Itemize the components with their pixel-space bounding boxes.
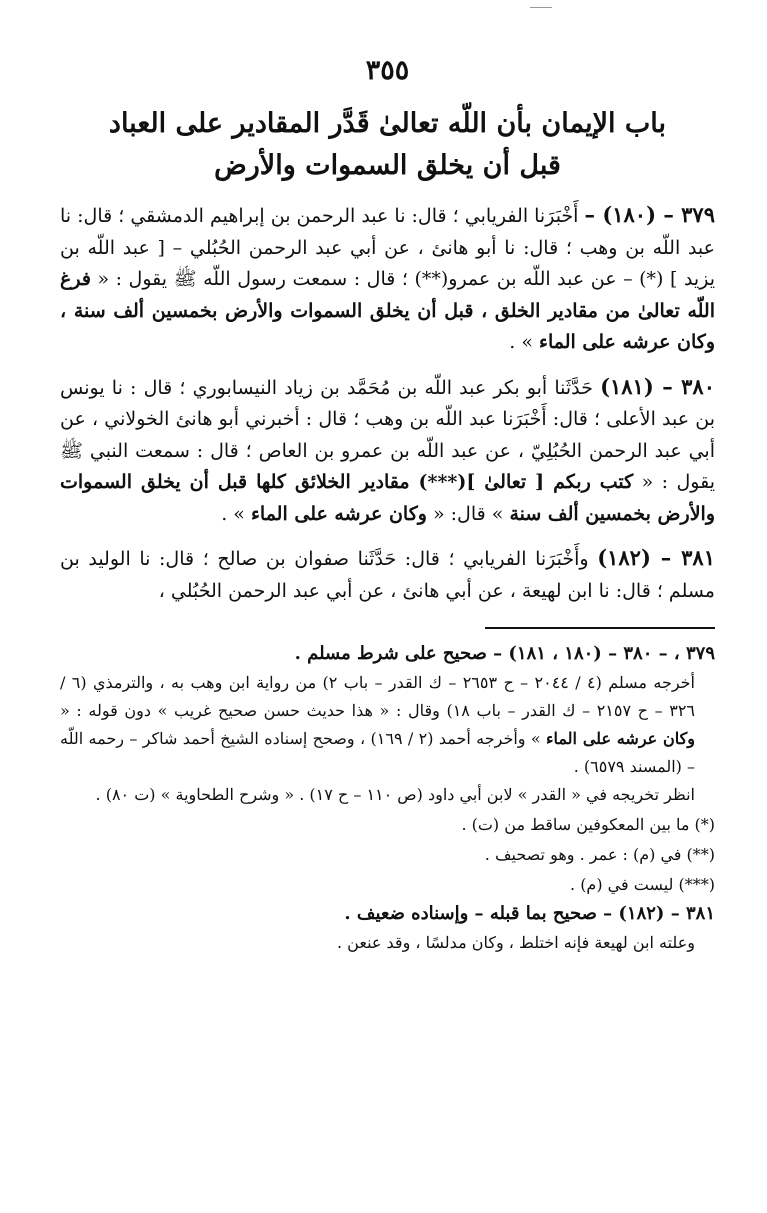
chapter-title-line-1: باب الإيمان بأن اللّه تعالىٰ قَدَّر المقادير على العباد bbox=[108, 108, 667, 139]
book-page bbox=[60, 55, 715, 957]
footnote-note-3: (***) ليست في (م) . bbox=[570, 875, 715, 894]
page-number: ٣٥٥ bbox=[365, 55, 410, 86]
hadith-380 bbox=[60, 371, 715, 531]
hadith-matn-2: وكان عرشه على الماء bbox=[250, 502, 427, 525]
hadith-chain: أَخْبَرَنا الفريابي ؛ قال: نا عبد الرحمن بن إبراهيم الدمشقي ؛ قال: نا عبد اللّه بن وهب ؛ قال: نا أبو هانئ ، عن أبي عبد الرحمن الحُبُلي – [ عبد اللّه بن يزيد ] (*) – عن عبد اللّه بن عمرو(**) ؛ قال : سمعت رسول اللّه ﷺ يقول : « bbox=[60, 205, 715, 290]
takhrij-text-2: » وأخرجه أحمد (٢ / ١٦٩) ، وصحح إسناده الشيخ أحمد شاكر – رحمه اللّه – (المسند ٦٥٧٩) . bbox=[60, 729, 695, 776]
hadith-matn: كتب ربكم [ تعالىٰ ](***) مقادير الخلائق كلها قبل أن يخلق السموات والأرض بخمسين ألف سنة bbox=[60, 471, 715, 525]
hadith-middle: » قال: « bbox=[426, 502, 510, 525]
hadith-chain: وأَخْبَرَنا الفريابي ؛ قال: حَدَّثَنا صفوان بن صالح ؛ قال: نا الوليد بن مسلم ؛ قال: نا ابن لهيعة ، عن أبي هانئ ، عن أبي عبد الرحمن الحُبُلي ، bbox=[60, 548, 715, 602]
footnote-note-2: (**) في (م) : عمر . وهو تصحيف . bbox=[484, 845, 715, 864]
footnote-grade-381: ٣٨١ – (١٨٢) – صحيح بما قبله – وإسناده ضعيف . bbox=[344, 903, 715, 924]
footnote-divider bbox=[485, 627, 715, 629]
footnote-illa: وعلته ابن لهيعة فإنه اختلط ، وكان مدلسًا ، وقد عنعن . bbox=[337, 933, 695, 952]
hadith-end: » . bbox=[221, 502, 251, 525]
hadith-number: ٣٧٩ – (١٨٠) – bbox=[584, 202, 715, 227]
hadith-matn: فرغ اللّه تعالىٰ من مقادير الخلق ، قبل أن يخلق السموات والأرض بخمسين ألف سنة ، وكان عرشه على الماء bbox=[60, 268, 715, 353]
chapter-title-line-2: قبل أن يخلق السموات والأرض bbox=[214, 150, 561, 181]
scan-mark bbox=[530, 7, 552, 8]
hadith-379 bbox=[60, 199, 715, 359]
takhrij-text: أخرجه مسلم (٤ / ٢٠٤٤ – ح ٢٦٥٣ – ك القدر – باب ٢) من رواية ابن وهب به ، والترمذي (٦ / ٣٢٦ – ح ٢١٥٧ – ك القدر – باب ١٨) وقال : « هذا حديث حسن صحيح غريب » دون قوله : « bbox=[60, 673, 696, 720]
footnote-grade-379-380: ٣٧٩ ، – ٣٨٠ – (١٨٠ ، ١٨١) – صحيح على شرط مسلم . bbox=[294, 643, 715, 664]
footnote-takhrij-ref: انظر تخريجه في « القدر » لابن أبي داود (ص ١١٠ – ح ١٧) . « وشرح الطحاوية » (ت ٨٠) . bbox=[95, 785, 695, 804]
hadith-number: ٣٨١ – (١٨٢) bbox=[597, 545, 715, 570]
hadith-number: ٣٨٠ – (١٨١) bbox=[600, 373, 715, 399]
hadith-381 bbox=[60, 542, 715, 607]
footnote-note-1: (*) ما بين المعكوفين ساقط من (ت) . bbox=[461, 815, 715, 834]
hadith-end: » . bbox=[509, 331, 540, 353]
hadith-chain: حَدَّثَنا أبو بكر عبد اللّه بن مُحَمَّد بن زياد النيسابوري ؛ قال : نا يونس بن عبد الأعلى ؛ قال: أَخْبَرَنا عبد اللّه بن وهب ؛ قال : أخبرني أبو هانئ الخولاني ، عن أبي عبد الرحمن الحُبُلِيّ ، عن عبد اللّه بن عمرو بن العاص ؛ قال : سمعت النبي ﷺ يقول : « bbox=[60, 376, 715, 493]
takhrij-quote: وكان عرشه على الماء bbox=[546, 729, 696, 748]
footnote-takhrij bbox=[60, 669, 695, 781]
